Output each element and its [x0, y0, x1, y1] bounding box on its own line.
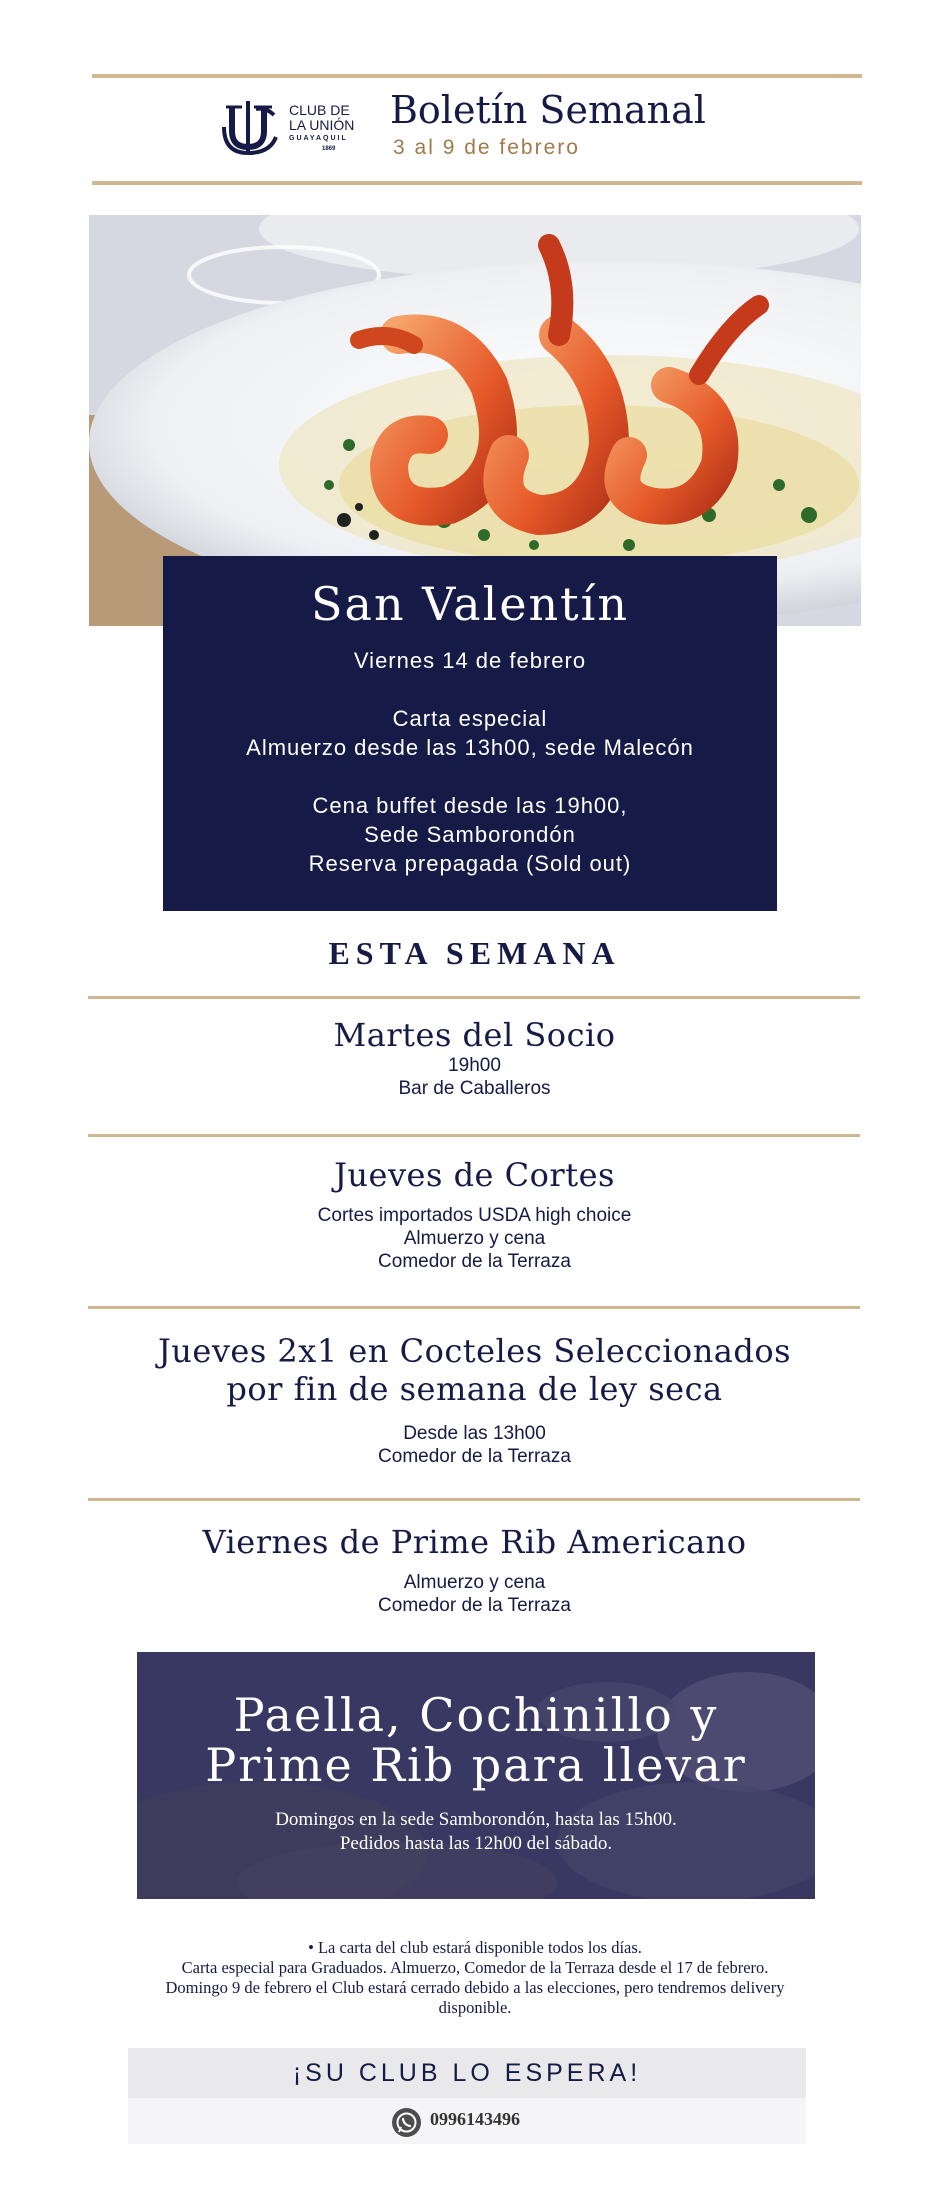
event-detail: Cortes importados USDA high choice — [317, 1205, 632, 1226]
paella-banner — [137, 1652, 815, 1899]
event-detail: Comedor de la Terraza — [378, 1595, 571, 1616]
event-martes-del-socio — [0, 1016, 949, 1100]
note-line-2: Carta especial para Graduados. Almuerzo, Comedor de la Terraza desde el 17 de febrero. Domingo 9 de febrero el Club estará cerrado debido a las elecciones, pero tendremos delivery disponible. — [165, 1958, 785, 2017]
club-logo — [222, 97, 374, 159]
paella-banner-title-2: Prime Rib para llevar — [205, 1738, 747, 1792]
event-detail: Almuerzo y cena — [403, 1228, 546, 1249]
paella-banner-desc: Domingos en la sede Samborondón, hasta las 15h00. Pedidos hasta las 12h00 del sábado. — [275, 1809, 677, 1854]
logo-text-line2: LA UNIÓN — [289, 117, 355, 133]
event-title: Jueves de Cortes — [334, 1156, 615, 1194]
event-title: Martes del Socio — [333, 1016, 616, 1054]
event-jueves-2x1-cocteles — [0, 1332, 949, 1468]
event-divider — [88, 1134, 860, 1137]
logo-year: 1869 — [322, 146, 336, 152]
newsletter-dates: 3 al 9 de febrero — [393, 136, 580, 159]
event-viernes-prime-rib — [0, 1523, 949, 1617]
event-title: Jueves 2x1 en Cocteles Seleccionados — [157, 1332, 792, 1370]
paella-banner-title-1: Paella, Cochinillo y — [233, 1688, 719, 1742]
logo-text-line1: CLUB DE — [289, 102, 350, 118]
paella-banner-title — [137, 1690, 815, 1790]
logo-city: GUAYAQUIL — [289, 135, 348, 142]
event-jueves-de-cortes — [0, 1156, 949, 1273]
event-title: Viernes de Prime Rib Americano — [202, 1523, 747, 1561]
event-detail: Comedor de la Terraza — [378, 1446, 571, 1467]
header-bottom-rule — [92, 181, 862, 185]
section-rule — [88, 996, 860, 999]
event-divider — [88, 1498, 860, 1501]
san-valentin-lunch-2: Almuerzo desde las 13h00, sede Malecón — [246, 735, 694, 761]
san-valentin-title: San Valentín — [311, 577, 629, 631]
cta-banner: ¡SU CLUB LO ESPERA! — [128, 2048, 806, 2098]
san-valentin-dinner-2: Sede Samborondón — [364, 822, 576, 848]
event-detail: Comedor de la Terraza — [378, 1251, 571, 1272]
header-top-rule — [92, 74, 862, 78]
whatsapp-icon[interactable] — [392, 2108, 421, 2137]
event-divider — [88, 1306, 860, 1309]
event-detail: Bar de Caballeros — [398, 1078, 551, 1099]
san-valentin-dinner-1: Cena buffet desde las 19h00, — [312, 793, 628, 819]
event-title-line2: por fin de semana de ley seca — [226, 1370, 723, 1408]
san-valentin-date: Viernes 14 de febrero — [353, 648, 587, 674]
san-valentin-lunch-1: Carta especial — [392, 706, 548, 732]
notes-block — [150, 1938, 800, 2018]
phone-number[interactable]: 0996143496 — [430, 2109, 520, 2129]
note-line-1: • La carta del club estará disponible todos los días. — [308, 1938, 642, 1957]
event-detail: Desde las 13h00 — [403, 1423, 546, 1444]
section-title: ESTA SEMANA — [328, 935, 621, 971]
contact-row — [128, 2098, 806, 2144]
san-valentin-dinner-3: Reserva prepagada (Sold out) — [308, 851, 632, 877]
newsletter-title: Boletín Semanal — [390, 88, 706, 132]
event-detail: Almuerzo y cena — [403, 1572, 546, 1593]
event-detail: 19h00 — [448, 1055, 501, 1076]
club-monogram-icon — [222, 97, 284, 159]
san-valentin-card — [163, 556, 777, 911]
